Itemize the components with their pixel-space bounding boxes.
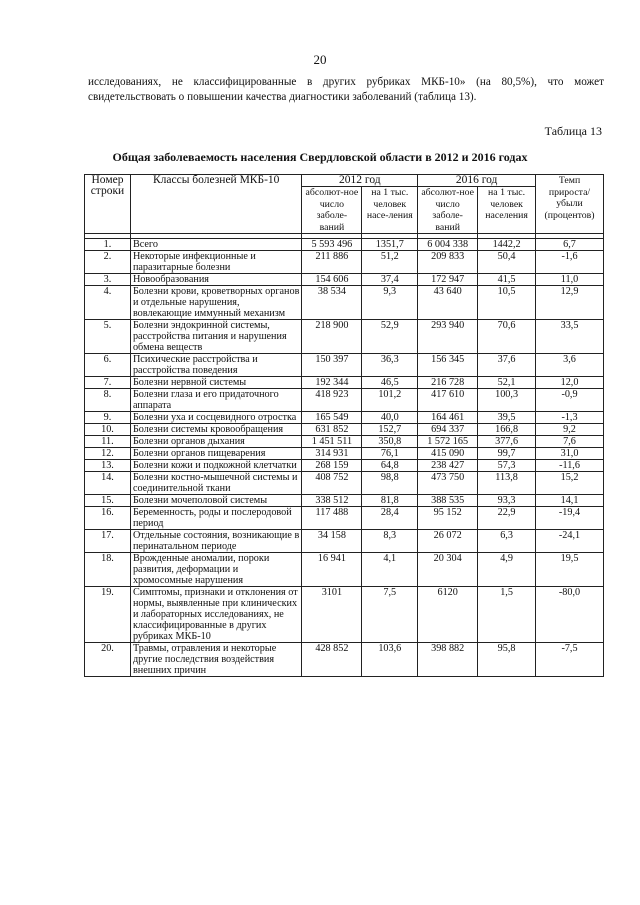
row-number-cell: 5. <box>85 320 131 354</box>
absolute-2016-cell: 238 427 <box>418 460 478 472</box>
morbidity-table <box>84 174 604 677</box>
growth-rate-cell: 11,0 <box>536 274 604 286</box>
growth-rate-cell: -80,0 <box>536 587 604 643</box>
table-title: Общая заболеваемость населения Свердловской области в 2012 и 2016 годах <box>112 150 528 164</box>
header-absolute-2016: абсолют-ное число заболе-ваний <box>418 187 478 234</box>
absolute-2012-cell: 38 534 <box>302 286 362 320</box>
row-number-cell: 13. <box>85 460 131 472</box>
table-row <box>85 251 604 274</box>
growth-rate-cell: -24,1 <box>536 530 604 553</box>
per-thousand-2012-cell: 81,8 <box>362 495 418 507</box>
table-row <box>85 507 604 530</box>
absolute-2012-cell: 154 606 <box>302 274 362 286</box>
disease-class-cell: Отдельные состояния, возникающие в перинатальном периоде <box>130 530 302 553</box>
absolute-2012-cell: 165 549 <box>302 412 362 424</box>
per-thousand-2012-cell: 51,2 <box>362 251 418 274</box>
table-row <box>85 643 604 677</box>
absolute-2016-cell: 43 640 <box>418 286 478 320</box>
disease-class-cell: Болезни органов дыхания <box>130 436 302 448</box>
per-thousand-2016-cell: 166,8 <box>478 424 536 436</box>
per-thousand-2012-cell: 64,8 <box>362 460 418 472</box>
table-row <box>85 239 604 251</box>
table-row <box>85 389 604 412</box>
growth-rate-cell: 9,2 <box>536 424 604 436</box>
table-body <box>85 239 604 677</box>
absolute-2016-cell: 26 072 <box>418 530 478 553</box>
table-header <box>85 175 604 239</box>
absolute-2012-cell: 218 900 <box>302 320 362 354</box>
table-row <box>85 460 604 472</box>
absolute-2016-cell: 1 572 165 <box>418 436 478 448</box>
absolute-2016-cell: 20 304 <box>418 553 478 587</box>
header-per-thousand-2012: на 1 тыс. человек насе-ления <box>362 187 418 234</box>
per-thousand-2016-cell: 377,6 <box>478 436 536 448</box>
row-number-cell: 3. <box>85 274 131 286</box>
absolute-2012-cell: 268 159 <box>302 460 362 472</box>
table-row <box>85 377 604 389</box>
header-disease-class: Классы болезней МКБ-10 <box>130 175 302 234</box>
per-thousand-2012-cell: 1351,7 <box>362 239 418 251</box>
absolute-2016-cell: 95 152 <box>418 507 478 530</box>
growth-rate-cell: 6,7 <box>536 239 604 251</box>
per-thousand-2016-cell: 57,3 <box>478 460 536 472</box>
absolute-2012-cell: 16 941 <box>302 553 362 587</box>
row-number-cell: 11. <box>85 436 131 448</box>
row-number-cell: 16. <box>85 507 131 530</box>
header-year-2012: 2012 год <box>302 175 418 187</box>
absolute-2012-cell: 338 512 <box>302 495 362 507</box>
intro-paragraph: исследованиях, не классифицированные в других рубриках МКБ-10» (на 80,5%), что может свидетельствовать о повышении качества диагностики заболеваний (таблица 13). <box>88 76 604 103</box>
absolute-2016-cell: 172 947 <box>418 274 478 286</box>
disease-class-cell: Новообразования <box>130 274 302 286</box>
absolute-2012-cell: 314 931 <box>302 448 362 460</box>
absolute-2016-cell: 417 610 <box>418 389 478 412</box>
row-number-cell: 1. <box>85 239 131 251</box>
absolute-2012-cell: 211 886 <box>302 251 362 274</box>
absolute-2016-cell: 388 535 <box>418 495 478 507</box>
row-number-cell: 6. <box>85 354 131 377</box>
table-row <box>85 530 604 553</box>
table-row <box>85 472 604 495</box>
per-thousand-2012-cell: 36,3 <box>362 354 418 377</box>
row-number-cell: 20. <box>85 643 131 677</box>
per-thousand-2012-cell: 9,3 <box>362 286 418 320</box>
absolute-2016-cell: 164 461 <box>418 412 478 424</box>
absolute-2012-cell: 117 488 <box>302 507 362 530</box>
per-thousand-2012-cell: 52,9 <box>362 320 418 354</box>
table-row <box>85 286 604 320</box>
per-thousand-2016-cell: 95,8 <box>478 643 536 677</box>
growth-rate-cell: -7,5 <box>536 643 604 677</box>
table-row <box>85 354 604 377</box>
growth-rate-cell: 31,0 <box>536 448 604 460</box>
row-number-cell: 9. <box>85 412 131 424</box>
per-thousand-2012-cell: 103,6 <box>362 643 418 677</box>
growth-rate-cell: 12,9 <box>536 286 604 320</box>
per-thousand-2016-cell: 4,9 <box>478 553 536 587</box>
disease-class-cell: Болезни эндокринной системы, расстройства питания и нарушения обмена веществ <box>130 320 302 354</box>
per-thousand-2016-cell: 113,8 <box>478 472 536 495</box>
per-thousand-2012-cell: 8,3 <box>362 530 418 553</box>
per-thousand-2016-cell: 1,5 <box>478 587 536 643</box>
header-growth-rate: Темп прироста/ убыли (процентов) <box>536 175 604 234</box>
per-thousand-2016-cell: 50,4 <box>478 251 536 274</box>
header-year-2016: 2016 год <box>418 175 536 187</box>
growth-rate-cell: -1,6 <box>536 251 604 274</box>
per-thousand-2012-cell: 40,0 <box>362 412 418 424</box>
disease-class-cell: Болезни системы кровообращения <box>130 424 302 436</box>
absolute-2012-cell: 3101 <box>302 587 362 643</box>
absolute-2012-cell: 192 344 <box>302 377 362 389</box>
per-thousand-2012-cell: 28,4 <box>362 507 418 530</box>
row-number-cell: 18. <box>85 553 131 587</box>
disease-class-cell: Некоторые инфекционные и паразитарные болезни <box>130 251 302 274</box>
disease-class-cell: Болезни мочеполовой системы <box>130 495 302 507</box>
absolute-2012-cell: 408 752 <box>302 472 362 495</box>
row-number-cell: 17. <box>85 530 131 553</box>
per-thousand-2012-cell: 350,8 <box>362 436 418 448</box>
table-caption: Таблица 13 <box>544 124 602 138</box>
absolute-2012-cell: 418 923 <box>302 389 362 412</box>
row-number-cell: 4. <box>85 286 131 320</box>
growth-rate-cell: 7,6 <box>536 436 604 448</box>
absolute-2016-cell: 293 940 <box>418 320 478 354</box>
table-row <box>85 320 604 354</box>
row-number-cell: 15. <box>85 495 131 507</box>
absolute-2016-cell: 415 090 <box>418 448 478 460</box>
disease-class-cell: Врожденные аномалии, пороки развития, деформации и хромосомные нарушения <box>130 553 302 587</box>
absolute-2012-cell: 34 158 <box>302 530 362 553</box>
per-thousand-2016-cell: 6,3 <box>478 530 536 553</box>
absolute-2012-cell: 428 852 <box>302 643 362 677</box>
absolute-2016-cell: 6120 <box>418 587 478 643</box>
per-thousand-2012-cell: 152,7 <box>362 424 418 436</box>
row-number-cell: 8. <box>85 389 131 412</box>
header-per-thousand-2016: на 1 тыс. человек населения <box>478 187 536 234</box>
absolute-2016-cell: 694 337 <box>418 424 478 436</box>
row-number-cell: 2. <box>85 251 131 274</box>
per-thousand-2016-cell: 10,5 <box>478 286 536 320</box>
table-row <box>85 553 604 587</box>
per-thousand-2012-cell: 37,4 <box>362 274 418 286</box>
table-row <box>85 495 604 507</box>
disease-class-cell: Болезни кожи и подкожной клетчатки <box>130 460 302 472</box>
growth-rate-cell: 14,1 <box>536 495 604 507</box>
growth-rate-cell: 15,2 <box>536 472 604 495</box>
per-thousand-2016-cell: 41,5 <box>478 274 536 286</box>
per-thousand-2016-cell: 37,6 <box>478 354 536 377</box>
per-thousand-2016-cell: 22,9 <box>478 507 536 530</box>
per-thousand-2012-cell: 4,1 <box>362 553 418 587</box>
row-number-cell: 19. <box>85 587 131 643</box>
per-thousand-2016-cell: 39,5 <box>478 412 536 424</box>
per-thousand-2012-cell: 7,5 <box>362 587 418 643</box>
disease-class-cell: Психические расстройства и расстройства поведения <box>130 354 302 377</box>
disease-class-cell: Болезни уха и сосцевидного отростка <box>130 412 302 424</box>
absolute-2012-cell: 5 593 496 <box>302 239 362 251</box>
absolute-2016-cell: 209 833 <box>418 251 478 274</box>
per-thousand-2016-cell: 70,6 <box>478 320 536 354</box>
header-row-number: Номер строки <box>85 175 131 234</box>
growth-rate-cell: 3,6 <box>536 354 604 377</box>
table-row <box>85 436 604 448</box>
growth-rate-cell: 33,5 <box>536 320 604 354</box>
header-absolute-2012: абсолют-ное число заболе-ваний <box>302 187 362 234</box>
absolute-2016-cell: 156 345 <box>418 354 478 377</box>
growth-rate-cell: -11,6 <box>536 460 604 472</box>
growth-rate-cell: -0,9 <box>536 389 604 412</box>
disease-class-cell: Болезни костно-мышечной системы и соединительной ткани <box>130 472 302 495</box>
per-thousand-2012-cell: 98,8 <box>362 472 418 495</box>
page-number: 20 <box>313 52 327 67</box>
growth-rate-cell: 19,5 <box>536 553 604 587</box>
absolute-2016-cell: 398 882 <box>418 643 478 677</box>
disease-class-cell: Беременность, роды и послеродовой период <box>130 507 302 530</box>
disease-class-cell: Болезни органов пищеварения <box>130 448 302 460</box>
growth-rate-cell: -1,3 <box>536 412 604 424</box>
absolute-2012-cell: 1 451 511 <box>302 436 362 448</box>
per-thousand-2016-cell: 52,1 <box>478 377 536 389</box>
per-thousand-2016-cell: 100,3 <box>478 389 536 412</box>
absolute-2012-cell: 150 397 <box>302 354 362 377</box>
disease-class-cell: Болезни глаза и его придаточного аппарата <box>130 389 302 412</box>
per-thousand-2016-cell: 93,3 <box>478 495 536 507</box>
per-thousand-2012-cell: 76,1 <box>362 448 418 460</box>
row-number-cell: 14. <box>85 472 131 495</box>
disease-class-cell: Симптомы, признаки и отклонения от нормы, выявленные при клинических и лабораторных исследованиях, не классифицированные в других рубриках МКБ-10 <box>130 587 302 643</box>
per-thousand-2016-cell: 1442,2 <box>478 239 536 251</box>
disease-class-cell: Травмы, отравления и некоторые другие последствия воздействия внешних причин <box>130 643 302 677</box>
table-row <box>85 448 604 460</box>
per-thousand-2012-cell: 46,5 <box>362 377 418 389</box>
table-row <box>85 274 604 286</box>
disease-class-cell: Болезни нервной системы <box>130 377 302 389</box>
absolute-2016-cell: 216 728 <box>418 377 478 389</box>
table-row <box>85 587 604 643</box>
growth-rate-cell: 12,0 <box>536 377 604 389</box>
row-number-cell: 7. <box>85 377 131 389</box>
table-row <box>85 424 604 436</box>
disease-class-cell: Всего <box>130 239 302 251</box>
per-thousand-2012-cell: 101,2 <box>362 389 418 412</box>
absolute-2012-cell: 631 852 <box>302 424 362 436</box>
growth-rate-cell: -19,4 <box>536 507 604 530</box>
row-number-cell: 12. <box>85 448 131 460</box>
absolute-2016-cell: 473 750 <box>418 472 478 495</box>
absolute-2016-cell: 6 004 338 <box>418 239 478 251</box>
disease-class-cell: Болезни крови, кроветворных органов и отдельные нарушения, вовлекающие иммунный механизм <box>130 286 302 320</box>
table-row <box>85 412 604 424</box>
row-number-cell: 10. <box>85 424 131 436</box>
per-thousand-2016-cell: 99,7 <box>478 448 536 460</box>
